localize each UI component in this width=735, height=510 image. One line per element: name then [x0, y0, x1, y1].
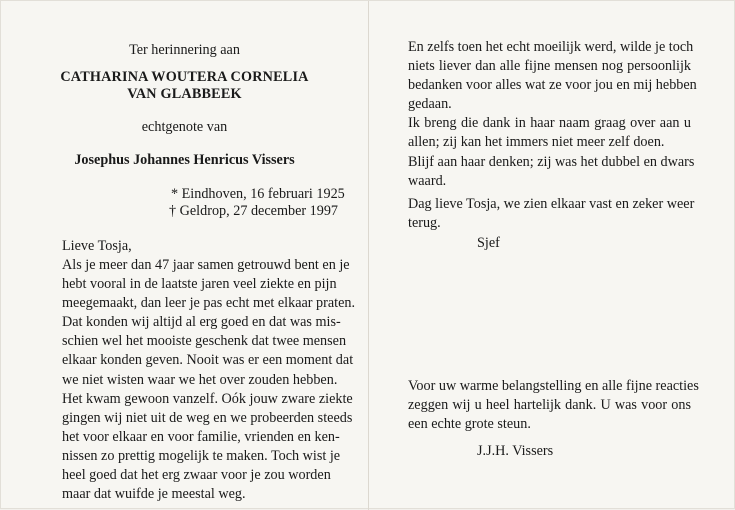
thanks-line: een echte grote steun. [408, 416, 531, 433]
deceased-name-line2: VAN GLABBEEK [127, 86, 242, 102]
letter-body [62, 256, 356, 504]
letter-line: bedanken voor alles wat ze voor jou en mij hebben [408, 77, 697, 94]
letter-line: niets liever dan alle fijne mensen nog persoonlijk [408, 58, 691, 75]
letter-line: het voor elkaar en voor familie, vrienden en ken- [62, 428, 340, 445]
letter-line: maar dat wuifde je meestal weg. [62, 486, 246, 503]
farewell-paragraph [408, 195, 695, 233]
letter-line: En zelfs toen het echt moeilijk werd, wilde je toch [408, 39, 694, 55]
thanks-line: zeggen wij u heel hartelijk dank. U was voor ons [408, 397, 691, 414]
letter-line: we niet wisten waar we het over zouden hebben. [62, 371, 338, 388]
letter-line: allen; zij kan het immers niet meer zelf doen. [408, 134, 665, 151]
salutation: Lieve Tosja, [62, 238, 132, 254]
thanks-paragraph [408, 377, 699, 434]
signature-first-name: Sjef [477, 235, 500, 251]
thanks-line: Voor uw warme belangstelling en alle fijne reacties [408, 378, 699, 394]
letter-line: waard. [408, 172, 447, 189]
letter-line: schien wel het mooiste geschenk dat twee mensen [62, 333, 347, 350]
letter-line: Dag lieve Tosja, we zien elkaar vast en zeker weer [408, 196, 695, 212]
letter-line: meegemaakt, dan leer je pas echt met elkaar praten. [62, 295, 356, 312]
letter-line: heel goed dat het erg zwaar voor je zou worden [62, 467, 331, 484]
card-fold [368, 1, 369, 510]
letter-continuation [408, 38, 697, 191]
letter-line: terug. [408, 215, 441, 232]
letter-line: Blijf aan haar denken; zij was het dubbel en dwars [408, 153, 695, 170]
letter-line: hebt vooral in de laatste jaren veel ziekte en pijn [62, 276, 337, 293]
letter-line: gedaan. [408, 96, 452, 113]
relation-text: echtgenote van [141, 119, 228, 135]
birth-info: * Eindhoven, 16 februari 1925 [171, 186, 345, 202]
spouse-name: Josephus Johannes Henricus Vissers [74, 152, 295, 168]
letter-line: Als je meer dan 47 jaar samen getrouwd bent en je [62, 257, 350, 273]
letter-line: Ik breng die dank in haar naam graag over aan u [408, 115, 691, 132]
death-info: † Geldrop, 27 december 1997 [169, 203, 339, 219]
intro-text: Ter herinnering aan [129, 42, 240, 58]
letter-line: Dat konden wij altijd al erg goed en dat was mis- [62, 314, 341, 331]
letter-line: gingen wij niet uit de weg en we probeerden steeds [62, 409, 353, 426]
signature-full: J.J.H. Vissers [477, 443, 554, 459]
deceased-name-line1: CATHARINA WOUTERA CORNELIA [60, 69, 309, 85]
letter-line: elkaar konden geven. Nooit was er een moment dat [62, 352, 354, 369]
letter-line: Het kwam gewoon vanzelf. Oók jouw zware ziekte [62, 390, 353, 407]
letter-line: nissen zo prettig mogelijk te maken. Toch wist je [62, 447, 341, 464]
